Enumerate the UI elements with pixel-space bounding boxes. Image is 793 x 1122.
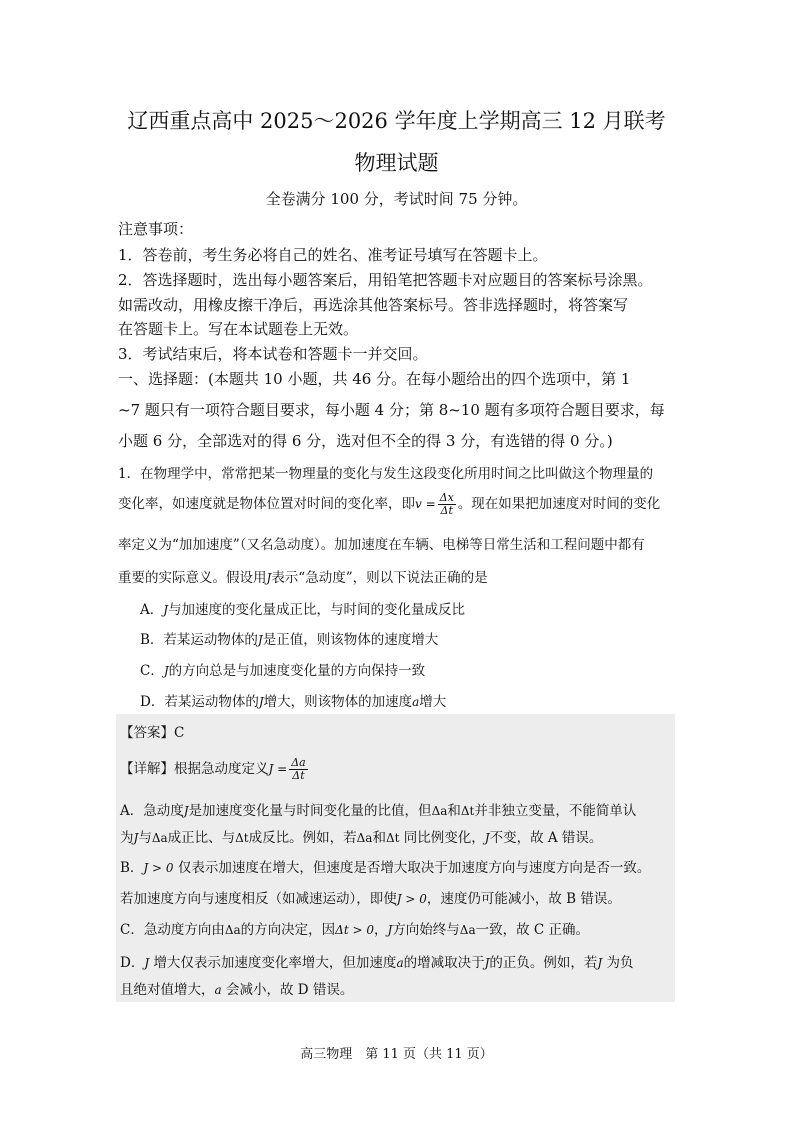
symbol-dt: Δt — [235, 831, 249, 845]
symbol-j: J — [484, 956, 490, 970]
section-line: ~7 题只有一项符合题目要求，每小题 4 分；第 8~10 题有多项符合题目要求，每 — [118, 401, 665, 419]
question-line — [118, 492, 660, 517]
fraction-dx-dt — [438, 492, 456, 516]
question-line: 1．在物理学中，常常把某一物理量的变化与发生这段变化所用时间之比叫做这个物理量的 — [118, 466, 654, 482]
symbol-da: Δa — [224, 923, 241, 937]
subject-title: 物理试题 — [354, 151, 439, 175]
symbol-j: J — [258, 695, 264, 709]
symbol-j: J — [387, 923, 393, 937]
symbol-j: J — [133, 831, 139, 845]
symbol-j: J — [163, 664, 169, 678]
symbol-j: J — [597, 956, 603, 970]
equation-j: J = — [268, 762, 288, 776]
option-c — [140, 659, 425, 679]
detail-c-line — [120, 918, 589, 938]
detail-text: 并非独立变量，不能简单认 — [474, 803, 637, 819]
symbol-j: J — [484, 831, 490, 845]
note-line: 3．考试结束后，将本试卷和答题卡一并交回。 — [118, 345, 428, 363]
detail-label: 【详解】根据急动度定义 — [120, 761, 269, 777]
detail-text: 方向始终与 — [392, 922, 460, 938]
note-line: 2．答选择题时，选出每小题答案后，用铅笔把答题卡对应题目的答案标号涂黑。 — [118, 271, 653, 289]
question-line — [118, 566, 488, 586]
question-text: 表示“急动度”，则以下说法正确的是 — [271, 570, 488, 586]
symbol-j: J — [266, 571, 272, 585]
symbol-da: Δa — [431, 804, 448, 818]
detail-text: 的正负。例如，若 — [489, 955, 598, 971]
symbol-j-positive: J > 0 — [143, 861, 174, 875]
detail-text: 为 — [120, 830, 134, 846]
answer-label: 【答案】C — [120, 725, 185, 741]
detail-text: 若加速度方向与速度相反（如减速运动），即使 — [120, 891, 397, 907]
exam-title: 辽西重点高中 2025～2026 学年度上学期高三 12 月联考 — [127, 109, 666, 133]
detail-d-line — [120, 951, 634, 971]
fraction-num: Δx — [439, 491, 454, 505]
detail-text: 是加速度变化量与时间变化量的比值，但 — [188, 803, 432, 819]
symbol-a: a — [214, 983, 222, 997]
option-b — [140, 628, 438, 648]
symbol-a: a — [412, 695, 420, 709]
detail-line — [120, 757, 310, 782]
detail-text: 成反比。例如，若 — [248, 830, 357, 846]
fraction-den: Δt — [292, 769, 305, 782]
detail-b-line — [120, 856, 650, 876]
detail-d-line — [120, 978, 353, 998]
note-line: 如需改动，用橡皮擦干净后，再选涂其他答案标号。答非选择题时，将答案写 — [118, 296, 629, 314]
question-text: 。现在如果把加速度对时间的变化 — [457, 496, 661, 512]
option-text: B．若某运动物体的 — [140, 632, 258, 648]
symbol-j: J — [257, 633, 263, 647]
option-text: 的方向总是与加速度变化量的方向保持一致 — [168, 663, 426, 679]
detail-text: A．急动度 — [120, 803, 184, 819]
fraction-den: Δt — [440, 504, 453, 517]
section-line: 一、选择题：(本题共 10 小题，共 46 分。在每小题给出的四个选项中，第 1 — [118, 370, 631, 388]
symbol-dt-positive: Δt > 0 — [335, 923, 374, 937]
symbol-j: J — [144, 956, 150, 970]
question-line: 率定义为“加加速度”（又名急动度）。加加速度在车辆、电梯等日常生活和工程问题中都有 — [118, 537, 645, 553]
scoring-info: 全卷满分 100 分，考试时间 75 分钟。 — [265, 190, 528, 208]
detail-text: 不变，故 A 错误。 — [489, 830, 603, 846]
detail-text: 和 — [372, 830, 386, 846]
detail-a-line — [120, 826, 602, 846]
symbol-dt: Δt — [385, 831, 400, 845]
symbol-j: J — [183, 804, 189, 818]
detail-text: ，速度仍可能减小，故 B 错误。 — [426, 891, 621, 907]
detail-text: ， — [373, 922, 388, 938]
note-line: 在答题卡上。写在本试题卷上无效。 — [118, 320, 359, 338]
option-label: A． — [140, 602, 164, 618]
detail-text: 会减小，故 D 错误。 — [225, 982, 354, 998]
section-line: 小题 6 分，全部选对的得 6 分，选对但不全的得 3 分，有选错的得 0 分。) — [118, 432, 613, 450]
option-label: C． — [140, 663, 164, 679]
option-text: D．若某运动物体的 — [140, 694, 259, 710]
detail-text: 成正比、与 — [167, 830, 236, 846]
detail-text: 增大仅表示加速度变化率增大，但加速度 — [153, 955, 397, 971]
detail-text: D． — [120, 955, 145, 971]
fraction-num: Δa — [291, 756, 306, 770]
fraction-da-dt — [289, 757, 308, 781]
symbol-da: Δa — [356, 831, 373, 845]
symbol-da: Δa — [151, 831, 168, 845]
notes-heading: 注意事项： — [118, 220, 194, 238]
note-line: 1．答卷前，考生务必将自己的姓名、准考证号填写在答题卡上。 — [118, 246, 548, 264]
symbol-j: J — [163, 603, 169, 617]
detail-text: 和 — [447, 803, 461, 819]
detail-text: 为负 — [606, 955, 634, 971]
question-text: 变化率，如速度就是物体位置对时间的变化率，即 — [118, 496, 415, 512]
question-text: 重要的实际意义。假设用 — [118, 570, 267, 586]
detail-text: 的增减取决于 — [403, 955, 485, 971]
symbol-da: Δa — [459, 923, 476, 937]
option-a — [140, 598, 465, 618]
symbol-j-positive: J > 0 — [396, 892, 427, 906]
option-d — [140, 690, 446, 710]
detail-text: 一致，故 C 正确。 — [475, 922, 590, 938]
detail-a-line — [120, 799, 636, 819]
detail-text: 与 — [138, 830, 152, 846]
detail-text: 同比例变化， — [403, 830, 485, 846]
option-text: 是正值，则该物体的速度增大 — [262, 632, 439, 648]
option-text: 增大 — [419, 694, 447, 710]
symbol-dt: Δt — [460, 804, 475, 818]
detail-text: 仅表示加速度在增大，但速度是否增大取决于加速度方向与速度方向是否一致。 — [177, 860, 651, 876]
symbol-a: a — [396, 956, 404, 970]
page-footer: 高三物理 第 11 页（共 11 页） — [300, 1047, 493, 1062]
detail-text: 的方向决定，因 — [240, 922, 336, 938]
option-text: 增大，则该物体的加速度 — [263, 694, 413, 710]
detail-b-line — [120, 887, 621, 907]
detail-text: C．急动度方向由 — [120, 922, 225, 938]
detail-text: 且绝对值增大， — [120, 982, 215, 998]
equation-v: v = — [415, 497, 436, 511]
option-text: 与加速度的变化量成正比，与时间的变化量成反比 — [168, 602, 466, 618]
detail-text: B． — [120, 860, 144, 876]
